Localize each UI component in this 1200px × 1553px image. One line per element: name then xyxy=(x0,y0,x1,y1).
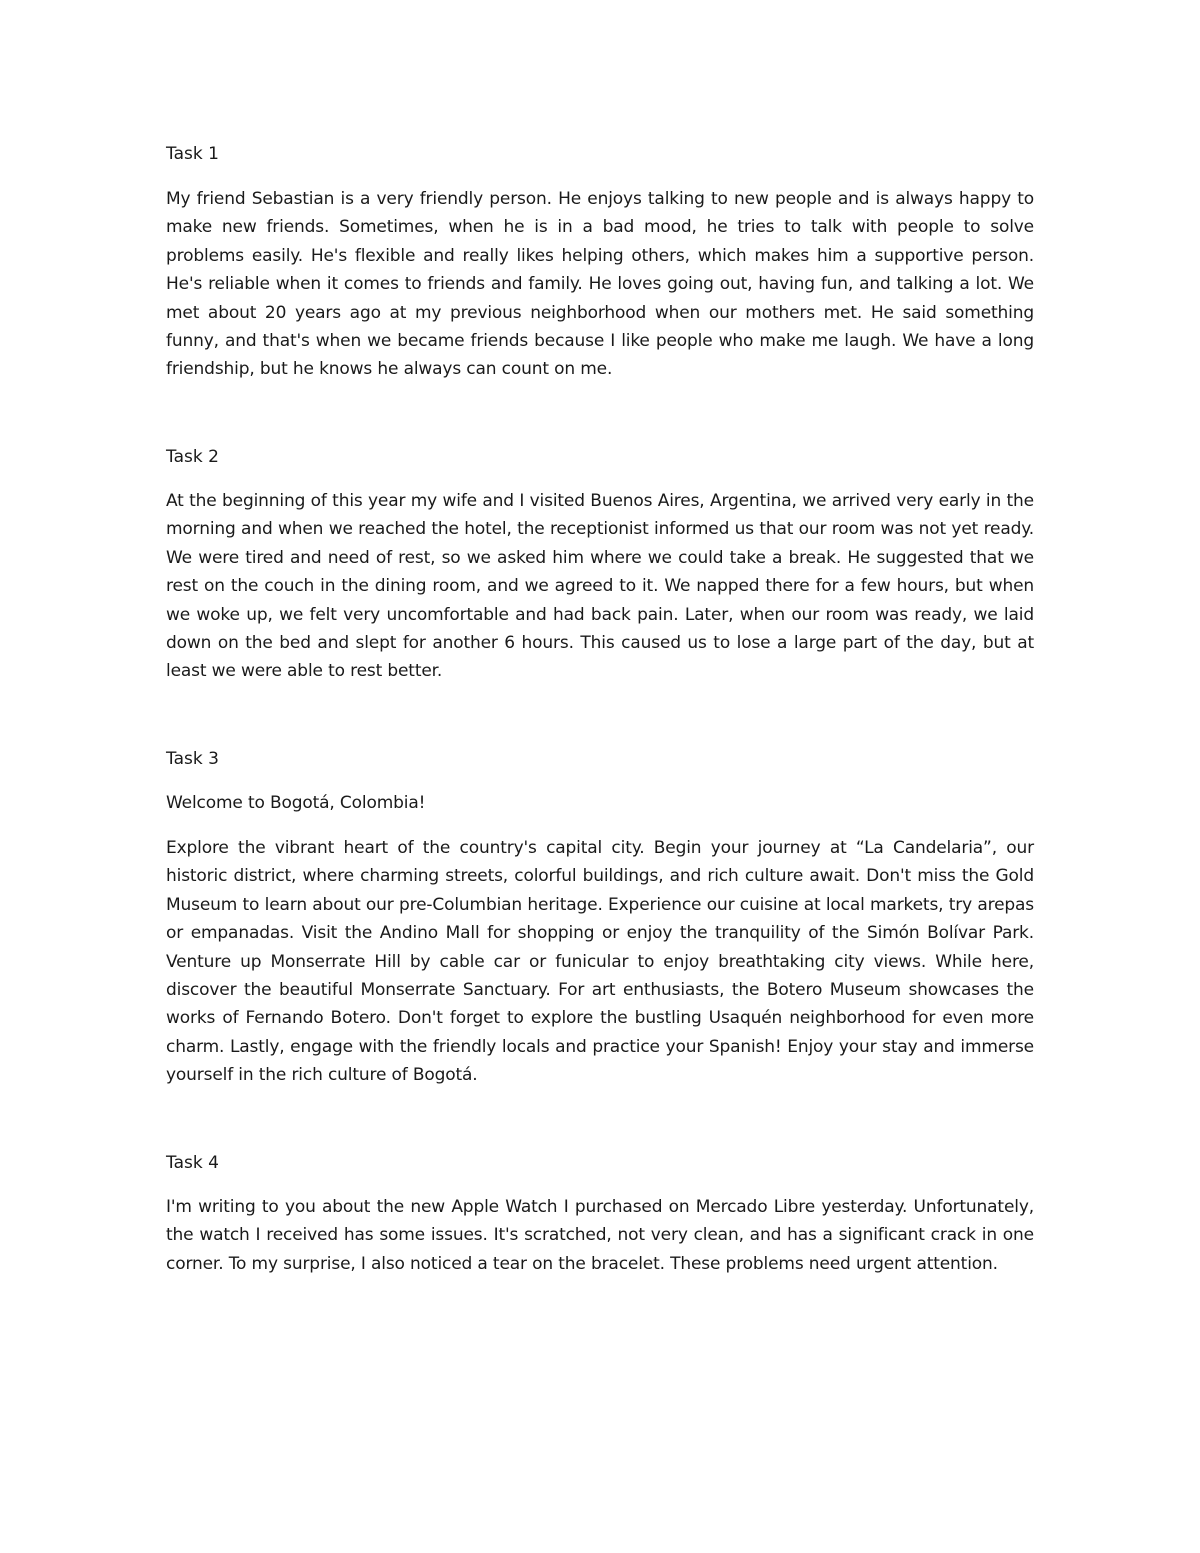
task-4-paragraph: I'm writing to you about the new Apple Watch I purchased on Mercado Libre yesterday. Unfortunately, the watch I received has some issues. It's scratched, not very clean, and has a significant crack in one corner. To my surprise, I also noticed a tear on the bracelet. These problems need urgent attention. xyxy=(166,1197,1034,1274)
task-3-heading: Task 3 xyxy=(166,749,219,769)
task-2-heading: Task 2 xyxy=(166,447,219,467)
task-3-greeting: Welcome to Bogotá, Colombia! xyxy=(166,793,426,813)
task-1-paragraph: My friend Sebastian is a very friendly person. He enjoys talking to new people and is always happy to make new friends. Sometimes, when he is in a bad mood, he tries to talk with people to solve problems easily. He's flexible and really likes helping others, which makes him a supportive person. He's reliable when it comes to friends and family. He loves going out, having fun, and talking a lot. We met about 20 years ago at my previous neighborhood when our mothers met. He said something funny, and that's when we became friends because I like people who make me laugh. We have a long friendship, but he knows he always can count on me. xyxy=(166,189,1034,380)
task-2-paragraph: At the beginning of this year my wife and I visited Buenos Aires, Argentina, we arrived very early in the morning and when we reached the hotel, the receptionist informed us that our room was not yet ready. We were tired and need of rest, so we asked him where we could take a break. He suggested that we rest on the couch in the dining room, and we agreed to it. We napped there for a few hours, but when we woke up, we felt very uncomfortable and had back pain. Later, when our room was ready, we laid down on the bed and slept for another 6 hours. This caused us to lose a large part of the day, but at least we were able to rest better. xyxy=(166,491,1034,682)
task-1-heading: Task 1 xyxy=(166,144,219,164)
task-4-heading: Task 4 xyxy=(166,1153,219,1173)
task-3-paragraph: Explore the vibrant heart of the country's capital city. Begin your journey at “La Candelaria”, our historic district, where charming streets, colorful buildings, and rich culture await. Don't miss the Gold Museum to learn about our pre-Columbian heritage. Experience our cuisine at local markets, try arepas or empanadas. Visit the Andino Mall for shopping or enjoy the tranquility of the Simón Bolívar Park. Venture up Monserrate Hill by cable car or funicular to enjoy breathtaking city views. While here, discover the beautiful Monserrate Sanctuary. For art enthusiasts, the Botero Museum showcases the works of Fernando Botero. Don't forget to explore the bustling Usaquén neighborhood for even more charm. Lastly, engage with the friendly locals and practice your Spanish! Enjoy your stay and immerse yourself in the rich culture of Bogotá. xyxy=(166,838,1034,1086)
